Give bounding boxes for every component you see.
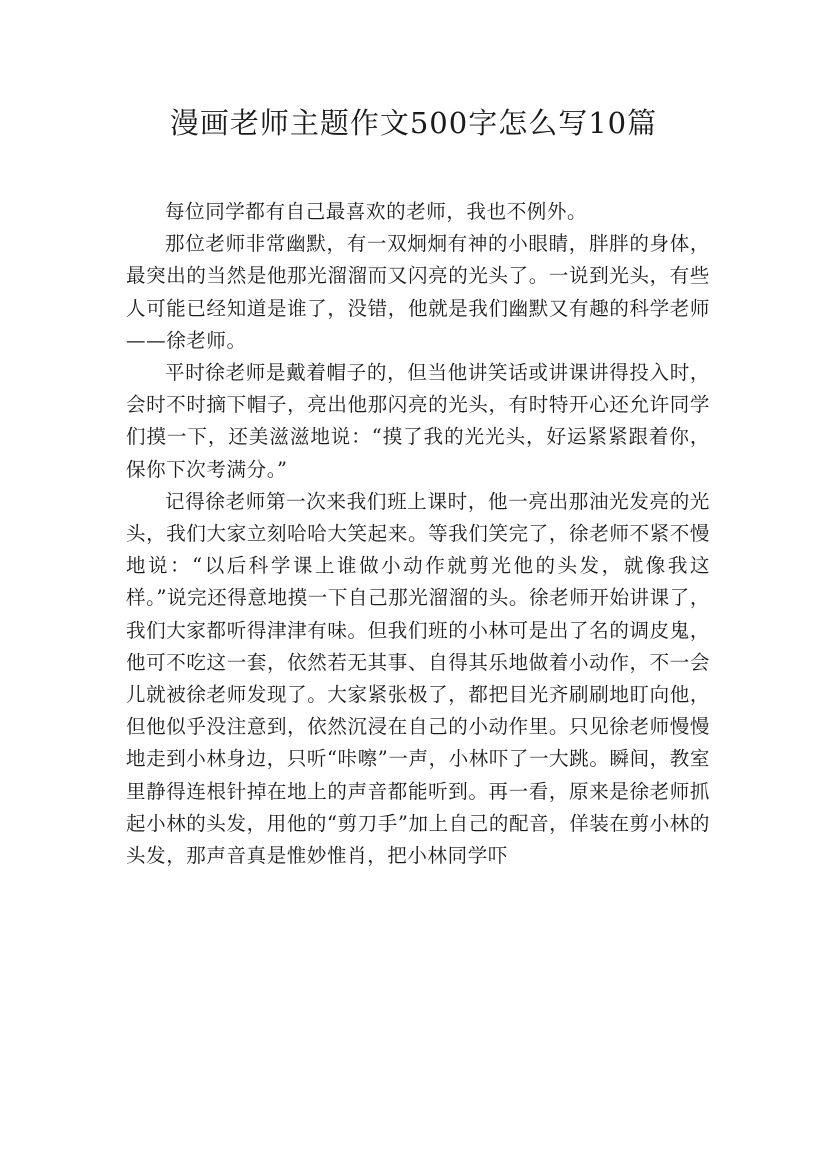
paragraph-3: 平时徐老师是戴着帽子的，但当他讲笑话或讲课讲得投入时，会时不时摘下帽子，亮出他那闪亮的光头，有时特开心还允许同学们摸一下，还美滋滋地说：“摸了我的光光头，好运紧紧跟着你，保你下次考满分。” [126, 361, 710, 481]
paragraph-1: 每位同学都有自己最喜欢的老师，我也不例外。 [165, 200, 588, 223]
paragraph-4: 记得徐老师第一次来我们班上课时，他一亮出那油光发亮的光头，我们大家立刻哈哈大笑起来。等我们笑完了，徐老师不紧不慢地说：“以后科学课上谁做小动作就剪光他的头发，就像我这样。”说完还得意地摸一下自己那光溜溜的头。徐老师开始讲课了，我们大家都听得津津有味。但我们班的小林可是出了名的调皮鬼，他可不吃这一套，依然若无其事、自得其乐地做着小动作，不一会儿就被徐老师发现了。大家紧张极了，都把目光齐刷刷地盯向他，但他似乎没注意到，依然沉浸在自己的小动作里。只见徐老师慢慢地走到小林身边，只听“咔嚓”一声，小林吓了一大跳。瞬间，教室里静得连根针掉在地上的声音都能听到。再一看，原来是徐老师抓起小林的头发，用他的“剪刀手”加上自己的配音，佯装在剪小林的头发，那声音真是惟妙惟肖，把小林同学吓 [126, 489, 710, 868]
document-body [126, 196, 710, 872]
document-title: 漫画老师主题作文500字怎么写10篇 [169, 106, 658, 140]
paragraph-2: 那位老师非常幽默，有一双炯炯有神的小眼睛，胖胖的身体，最突出的当然是他那光溜溜而又闪亮的光头了。一说到光头，有些人可能已经知道是谁了，没错，他就是我们幽默又有趣的科学老师——徐老师。 [126, 232, 710, 352]
